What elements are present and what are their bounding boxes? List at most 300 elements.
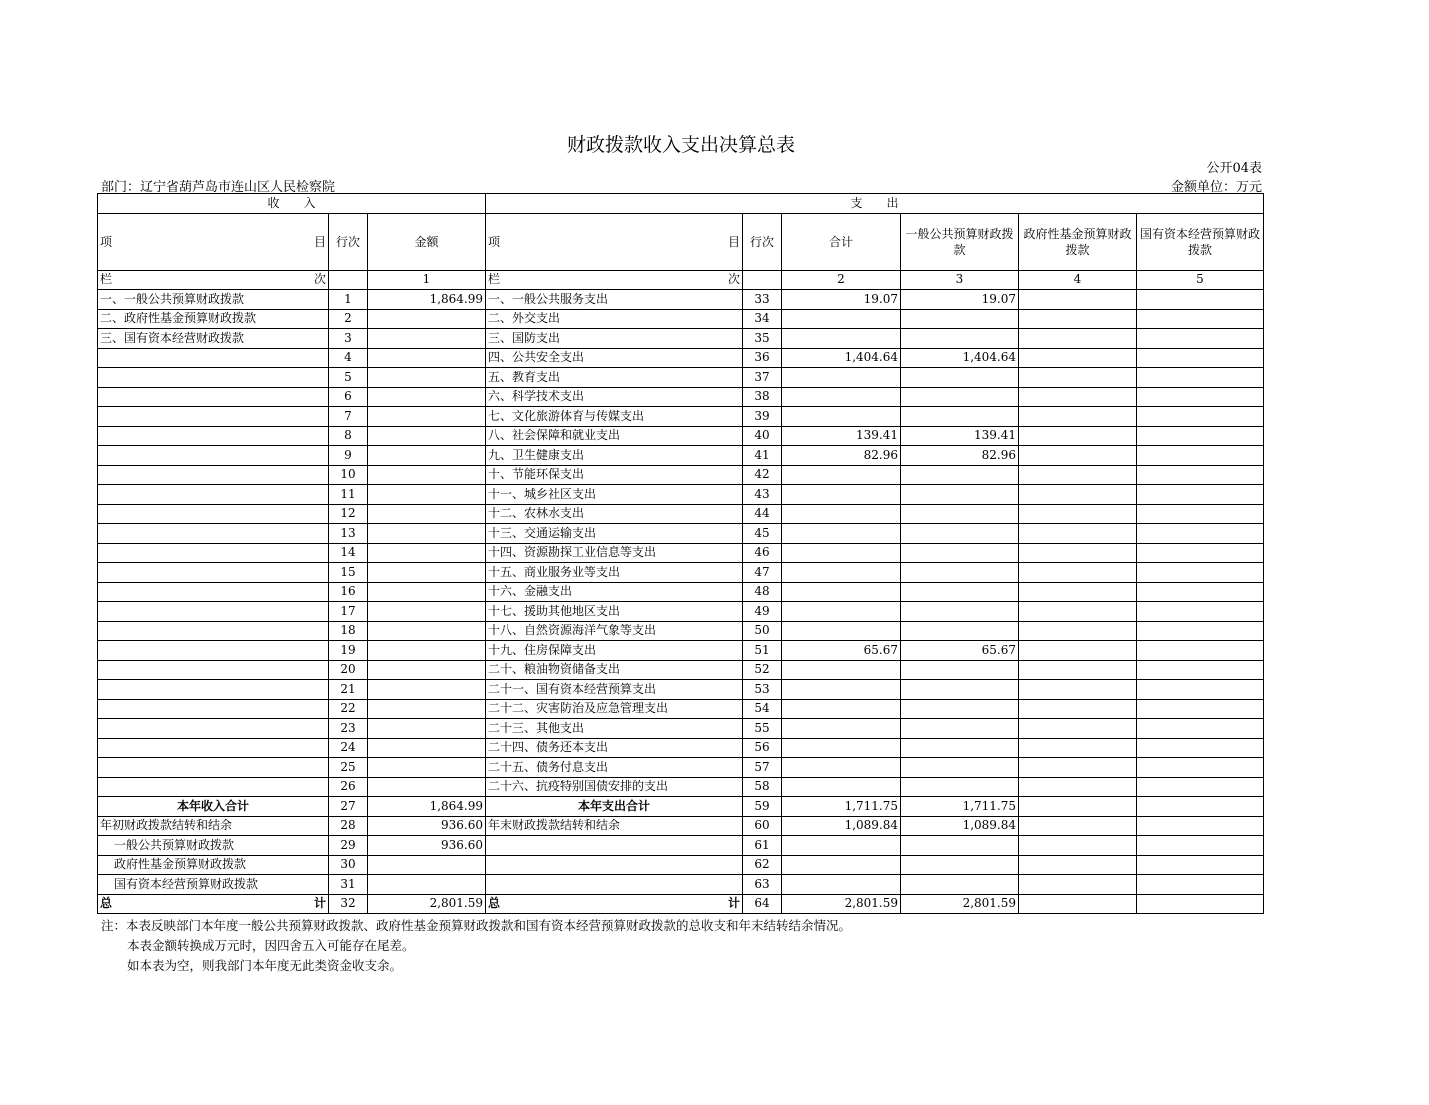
carry-expense-total: [782, 855, 901, 875]
grand-income-total-label: 总 计: [98, 894, 329, 914]
gov-fund-cell: [1019, 504, 1137, 524]
carry-expense-capital: [1137, 816, 1264, 836]
gov-fund-cell: [1019, 465, 1137, 485]
expense-lan-ci-empty: [743, 270, 782, 290]
table-row: [98, 602, 1264, 622]
column-index-row: [98, 270, 1264, 290]
expense-item-cell: 一、一般公共服务支出: [486, 290, 743, 310]
state-capital-cell: [1137, 641, 1264, 661]
income-row-no-cell: 18: [329, 621, 368, 641]
gov-fund-cell: [1019, 543, 1137, 563]
income-lan-ci-empty: [329, 270, 368, 290]
income-item-cell: [98, 699, 329, 719]
income-row-no-cell: 23: [329, 719, 368, 739]
state-capital-cell: [1137, 660, 1264, 680]
gov-fund-cell: [1019, 563, 1137, 583]
income-item-cell: [98, 758, 329, 778]
year-expense-total-label: 本年支出合计: [486, 797, 743, 817]
income-item-cell: [98, 485, 329, 505]
carry-expense-general: [901, 875, 1019, 895]
income-row-no-cell: 14: [329, 543, 368, 563]
grand-expense-fund: [1019, 894, 1137, 914]
state-capital-cell: [1137, 621, 1264, 641]
state-capital-cell: [1137, 543, 1264, 563]
income-item-cell: [98, 387, 329, 407]
income-row-no-cell: 10: [329, 465, 368, 485]
state-capital-cell: [1137, 719, 1264, 739]
income-row-no-cell: 12: [329, 504, 368, 524]
gov-fund-cell: [1019, 641, 1137, 661]
general-budget-cell: [901, 758, 1019, 778]
general-budget-cell: [901, 680, 1019, 700]
expense-row-no-header: 行次: [743, 213, 782, 270]
income-item-cell: [98, 563, 329, 583]
table-row: [98, 660, 1264, 680]
state-capital-cell: [1137, 563, 1264, 583]
carry-expense-capital: [1137, 836, 1264, 856]
general-budget-cell: [901, 524, 1019, 544]
gov-fund-cell: [1019, 680, 1137, 700]
income-row-no-cell: 22: [329, 699, 368, 719]
carry-expense-general: [901, 855, 1019, 875]
gov-fund-header: 政府性基金预算财政拨款: [1019, 213, 1137, 270]
expense-total-cell: 82.96: [782, 446, 901, 466]
year-income-total-label: 本年收入合计: [98, 797, 329, 817]
header-row-columns: [98, 213, 1264, 270]
expense-row-no-cell: 33: [743, 290, 782, 310]
expense-total-cell: [782, 602, 901, 622]
income-item-cell: 一、一般公共预算财政拨款: [98, 290, 329, 310]
expense-item-cell: 二十六、抗疫特别国债安排的支出: [486, 777, 743, 797]
income-lan-ci: 栏 次: [98, 270, 329, 290]
gov-fund-cell: [1019, 407, 1137, 427]
expense-total-cell: 19.07: [782, 290, 901, 310]
gov-fund-cell: [1019, 485, 1137, 505]
notes: [101, 916, 851, 976]
expense-row-no-cell: 39: [743, 407, 782, 427]
income-row-no-header: 行次: [329, 213, 368, 270]
expense-total-cell: [782, 563, 901, 583]
expense-total-cell: [782, 465, 901, 485]
gov-fund-cell: [1019, 719, 1137, 739]
expense-total-cell: [782, 504, 901, 524]
state-capital-cell: [1137, 446, 1264, 466]
table-row: [98, 777, 1264, 797]
income-row-no-cell: 5: [329, 368, 368, 388]
col-index-5: 5: [1137, 270, 1264, 290]
income-amount-cell: [368, 738, 486, 758]
table-row: [98, 719, 1264, 739]
income-row-no-cell: 2: [329, 309, 368, 329]
income-row-no-cell: 3: [329, 329, 368, 349]
general-budget-header: 一般公共预算财政拨款: [901, 213, 1019, 270]
general-budget-cell: [901, 699, 1019, 719]
income-row-no-cell: 21: [329, 680, 368, 700]
income-item-cell: 三、国有资本经营财政拨款: [98, 329, 329, 349]
income-item-cell: [98, 582, 329, 602]
income-amount-cell: [368, 348, 486, 368]
income-row-no-cell: 11: [329, 485, 368, 505]
expense-item-cell: 十三、交通运输支出: [486, 524, 743, 544]
col-index-3: 3: [901, 270, 1019, 290]
income-amount-cell: [368, 329, 486, 349]
state-capital-cell: [1137, 387, 1264, 407]
carry-expense-general: [901, 836, 1019, 856]
income-item-cell: [98, 407, 329, 427]
carry-expense-item: 年末财政拨款结转和结余: [486, 816, 743, 836]
carry-income-item: 一般公共预算财政拨款: [98, 836, 329, 856]
grand-expense-capital: [1137, 894, 1264, 914]
income-amount-cell: [368, 426, 486, 446]
expense-total-cell: [782, 329, 901, 349]
income-row-no-cell: 16: [329, 582, 368, 602]
gov-fund-cell: [1019, 524, 1137, 544]
carryover-row: [98, 816, 1264, 836]
carry-expense-general: 1,089.84: [901, 816, 1019, 836]
carry-expense-no: 60: [743, 816, 782, 836]
income-item-cell: [98, 621, 329, 641]
expense-row-no-cell: 52: [743, 660, 782, 680]
income-item-cell: [98, 602, 329, 622]
expense-total-cell: [782, 582, 901, 602]
department-label: 部门：辽宁省葫芦岛市连山区人民检察院: [101, 180, 336, 195]
expense-row-no-cell: 36: [743, 348, 782, 368]
income-item-cell: [98, 348, 329, 368]
gov-fund-cell: [1019, 426, 1137, 446]
general-budget-cell: [901, 738, 1019, 758]
gov-fund-cell: [1019, 621, 1137, 641]
income-item-cell: [98, 426, 329, 446]
expense-row-no-cell: 55: [743, 719, 782, 739]
general-budget-cell: [901, 368, 1019, 388]
income-amount-cell: [368, 660, 486, 680]
general-budget-cell: [901, 719, 1019, 739]
expense-item-cell: 十、节能环保支出: [486, 465, 743, 485]
gov-fund-cell: [1019, 368, 1137, 388]
expense-row-no-cell: 46: [743, 543, 782, 563]
gov-fund-cell: [1019, 582, 1137, 602]
income-amount-cell: [368, 777, 486, 797]
income-row-no-cell: 20: [329, 660, 368, 680]
carry-expense-total: [782, 836, 901, 856]
income-row-no-cell: 26: [329, 777, 368, 797]
table-row: [98, 738, 1264, 758]
table-row: [98, 621, 1264, 641]
carry-income-amount: 936.60: [368, 816, 486, 836]
expense-item-cell: 二十一、国有资本经营预算支出: [486, 680, 743, 700]
general-budget-cell: [901, 465, 1019, 485]
year-expense-capital: [1137, 797, 1264, 817]
income-item-cell: [98, 738, 329, 758]
table-row: [98, 543, 1264, 563]
general-budget-cell: [901, 582, 1019, 602]
table-row: [98, 680, 1264, 700]
col-index-4: 4: [1019, 270, 1137, 290]
carry-income-item: 年初财政拨款结转和结余: [98, 816, 329, 836]
carryover-row: [98, 836, 1264, 856]
expense-total-cell: [782, 699, 901, 719]
state-capital-cell: [1137, 680, 1264, 700]
income-amount-cell: [368, 563, 486, 583]
carry-income-no: 29: [329, 836, 368, 856]
income-item-cell: [98, 465, 329, 485]
income-item-cell: [98, 641, 329, 661]
income-item-cell: [98, 446, 329, 466]
general-budget-cell: [901, 407, 1019, 427]
expense-row-no-cell: 37: [743, 368, 782, 388]
col-index-2: 2: [782, 270, 901, 290]
expense-total-cell: [782, 621, 901, 641]
carry-expense-item: [486, 875, 743, 895]
note-line-3: 如本表为空，则我部门本年度无此类资金收支余。: [127, 958, 403, 973]
expense-item-cell: 十七、援助其他地区支出: [486, 602, 743, 622]
income-amount-cell: [368, 387, 486, 407]
income-amount-cell: 1,864.99: [368, 290, 486, 310]
carry-income-item: 政府性基金预算财政拨款: [98, 855, 329, 875]
table-row: [98, 758, 1264, 778]
income-amount-cell: [368, 621, 486, 641]
note-line-1: 注：本表反映部门本年度一般公共预算财政拨款、政府性基金预算财政拨款和国有资本经营预算财政拨款的总收支和年末结转结余情况。: [101, 918, 852, 933]
expense-total-cell: 139.41: [782, 426, 901, 446]
general-budget-cell: [901, 660, 1019, 680]
income-amount-cell: [368, 504, 486, 524]
income-amount-cell: [368, 641, 486, 661]
gov-fund-cell: [1019, 446, 1137, 466]
carry-expense-fund: [1019, 816, 1137, 836]
expense-total-cell: [782, 309, 901, 329]
carry-expense-total: 1,089.84: [782, 816, 901, 836]
grand-expense-total: 2,801.59: [782, 894, 901, 914]
state-capital-cell: [1137, 582, 1264, 602]
grand-expense-total-no: 64: [743, 894, 782, 914]
income-amount-cell: [368, 543, 486, 563]
expense-item-cell: 十九、住房保障支出: [486, 641, 743, 661]
expense-total-cell: 1,404.64: [782, 348, 901, 368]
expense-total-cell: [782, 777, 901, 797]
table-row: [98, 504, 1264, 524]
income-item-cell: [98, 719, 329, 739]
income-item-cell: 二、政府性基金预算财政拨款: [98, 309, 329, 329]
state-capital-cell: [1137, 738, 1264, 758]
expense-item-cell: 七、文化旅游体育与传媒支出: [486, 407, 743, 427]
state-capital-cell: [1137, 465, 1264, 485]
expense-total-cell: [782, 680, 901, 700]
gov-fund-cell: [1019, 309, 1137, 329]
expense-total-cell: [782, 543, 901, 563]
expense-total-cell: [782, 485, 901, 505]
income-amount-cell: [368, 446, 486, 466]
expense-item-cell: 十一、城乡社区支出: [486, 485, 743, 505]
general-budget-cell: [901, 309, 1019, 329]
income-item-cell: [98, 504, 329, 524]
table-row: [98, 485, 1264, 505]
state-capital-cell: [1137, 504, 1264, 524]
carry-expense-item: [486, 855, 743, 875]
expense-item-cell: 八、社会保障和就业支出: [486, 426, 743, 446]
expense-item-cell: 五、教育支出: [486, 368, 743, 388]
income-amount-header: 金额: [368, 213, 486, 270]
expense-row-no-cell: 56: [743, 738, 782, 758]
expense-total-cell: [782, 738, 901, 758]
carry-expense-fund: [1019, 855, 1137, 875]
expense-item-cell: 二十、粮油物资储备支出: [486, 660, 743, 680]
income-amount-cell: [368, 368, 486, 388]
general-budget-cell: 139.41: [901, 426, 1019, 446]
carryover-row: [98, 875, 1264, 895]
income-item-header: 项 目: [98, 213, 329, 270]
carry-expense-fund: [1019, 875, 1137, 895]
income-amount-cell: [368, 680, 486, 700]
general-budget-cell: 1,404.64: [901, 348, 1019, 368]
state-capital-header: 国有资本经营预算财政拨款: [1137, 213, 1264, 270]
expense-row-no-cell: 57: [743, 758, 782, 778]
expense-row-no-cell: 48: [743, 582, 782, 602]
header-row-sections: [98, 194, 1264, 214]
state-capital-cell: [1137, 485, 1264, 505]
income-row-no-cell: 25: [329, 758, 368, 778]
general-budget-cell: [901, 777, 1019, 797]
general-budget-cell: [901, 602, 1019, 622]
expense-item-cell: 二十二、灾害防治及应急管理支出: [486, 699, 743, 719]
expense-row-no-cell: 41: [743, 446, 782, 466]
state-capital-cell: [1137, 699, 1264, 719]
general-budget-cell: 19.07: [901, 290, 1019, 310]
year-expense-fund: [1019, 797, 1137, 817]
table-row: [98, 387, 1264, 407]
expense-row-no-cell: 54: [743, 699, 782, 719]
carry-income-no: 30: [329, 855, 368, 875]
expense-total-cell: [782, 407, 901, 427]
expense-item-cell: 二、外交支出: [486, 309, 743, 329]
expense-row-no-cell: 43: [743, 485, 782, 505]
carry-expense-capital: [1137, 875, 1264, 895]
carry-expense-total: [782, 875, 901, 895]
expense-row-no-cell: 42: [743, 465, 782, 485]
expense-row-no-cell: 53: [743, 680, 782, 700]
income-row-no-cell: 7: [329, 407, 368, 427]
expense-row-no-cell: 47: [743, 563, 782, 583]
table-row: [98, 524, 1264, 544]
state-capital-cell: [1137, 348, 1264, 368]
col-index-1: 1: [368, 270, 486, 290]
grand-total-row: [98, 894, 1264, 914]
income-item-cell: [98, 660, 329, 680]
income-amount-cell: [368, 524, 486, 544]
table-row: [98, 699, 1264, 719]
state-capital-cell: [1137, 758, 1264, 778]
expense-row-no-cell: 49: [743, 602, 782, 622]
income-amount-cell: [368, 465, 486, 485]
carry-expense-fund: [1019, 836, 1137, 856]
carry-income-no: 31: [329, 875, 368, 895]
income-amount-cell: [368, 699, 486, 719]
expense-item-header: 项 目: [486, 213, 743, 270]
expense-item-cell: 十五、商业服务业等支出: [486, 563, 743, 583]
general-budget-cell: [901, 543, 1019, 563]
expense-row-no-cell: 51: [743, 641, 782, 661]
general-budget-cell: [901, 485, 1019, 505]
expense-item-cell: 九、卫生健康支出: [486, 446, 743, 466]
general-budget-cell: 65.67: [901, 641, 1019, 661]
table-row: [98, 563, 1264, 583]
expense-total-cell: [782, 758, 901, 778]
table-row: [98, 368, 1264, 388]
expense-item-cell: 二十四、债务还本支出: [486, 738, 743, 758]
carry-expense-no: 61: [743, 836, 782, 856]
table-row: [98, 465, 1264, 485]
general-budget-cell: 82.96: [901, 446, 1019, 466]
expense-total-cell: [782, 719, 901, 739]
income-row-no-cell: 6: [329, 387, 368, 407]
year-expense-general: 1,711.75: [901, 797, 1019, 817]
expense-item-cell: 三、国防支出: [486, 329, 743, 349]
appropriation-summary-table: [97, 193, 1264, 914]
state-capital-cell: [1137, 368, 1264, 388]
gov-fund-cell: [1019, 329, 1137, 349]
income-amount-cell: [368, 719, 486, 739]
expense-row-no-cell: 44: [743, 504, 782, 524]
year-expense-total: 1,711.75: [782, 797, 901, 817]
gov-fund-cell: [1019, 660, 1137, 680]
income-item-cell: [98, 680, 329, 700]
state-capital-cell: [1137, 329, 1264, 349]
expense-lan-ci: 栏 次: [486, 270, 743, 290]
carryover-row: [98, 855, 1264, 875]
carry-expense-capital: [1137, 855, 1264, 875]
gov-fund-cell: [1019, 290, 1137, 310]
grand-expense-total-label: 总 计: [486, 894, 743, 914]
table-row: [98, 641, 1264, 661]
expense-total-cell: [782, 387, 901, 407]
form-code: 公开04表: [1206, 161, 1262, 176]
gov-fund-cell: [1019, 777, 1137, 797]
income-amount-cell: [368, 602, 486, 622]
income-amount-cell: [368, 758, 486, 778]
year-total-row: [98, 797, 1264, 817]
income-row-no-cell: 9: [329, 446, 368, 466]
expense-item-cell: 十八、自然资源海洋气象等支出: [486, 621, 743, 641]
year-income-total-amount: 1,864.99: [368, 797, 486, 817]
year-expense-total-no: 59: [743, 797, 782, 817]
state-capital-cell: [1137, 524, 1264, 544]
expense-item-cell: 四、公共安全支出: [486, 348, 743, 368]
expense-total-header: 合计: [782, 213, 901, 270]
table-row: [98, 446, 1264, 466]
carry-expense-no: 63: [743, 875, 782, 895]
income-row-no-cell: 24: [329, 738, 368, 758]
expense-row-no-cell: 40: [743, 426, 782, 446]
general-budget-cell: [901, 387, 1019, 407]
income-amount-cell: [368, 582, 486, 602]
income-row-no-cell: 15: [329, 563, 368, 583]
income-row-no-cell: 4: [329, 348, 368, 368]
income-section-header: 收 入: [98, 194, 486, 214]
note-line-2: 本表金额转换成万元时，因四舍五入可能存在尾差。: [127, 938, 415, 953]
table-row: [98, 290, 1264, 310]
expense-total-cell: [782, 660, 901, 680]
expense-item-cell: 十二、农林水支出: [486, 504, 743, 524]
general-budget-cell: [901, 504, 1019, 524]
expense-row-no-cell: 38: [743, 387, 782, 407]
expense-row-no-cell: 34: [743, 309, 782, 329]
state-capital-cell: [1137, 602, 1264, 622]
expense-item-cell: 二十五、债务付息支出: [486, 758, 743, 778]
carry-expense-no: 62: [743, 855, 782, 875]
table-row: [98, 582, 1264, 602]
state-capital-cell: [1137, 777, 1264, 797]
expense-row-no-cell: 50: [743, 621, 782, 641]
gov-fund-cell: [1019, 738, 1137, 758]
